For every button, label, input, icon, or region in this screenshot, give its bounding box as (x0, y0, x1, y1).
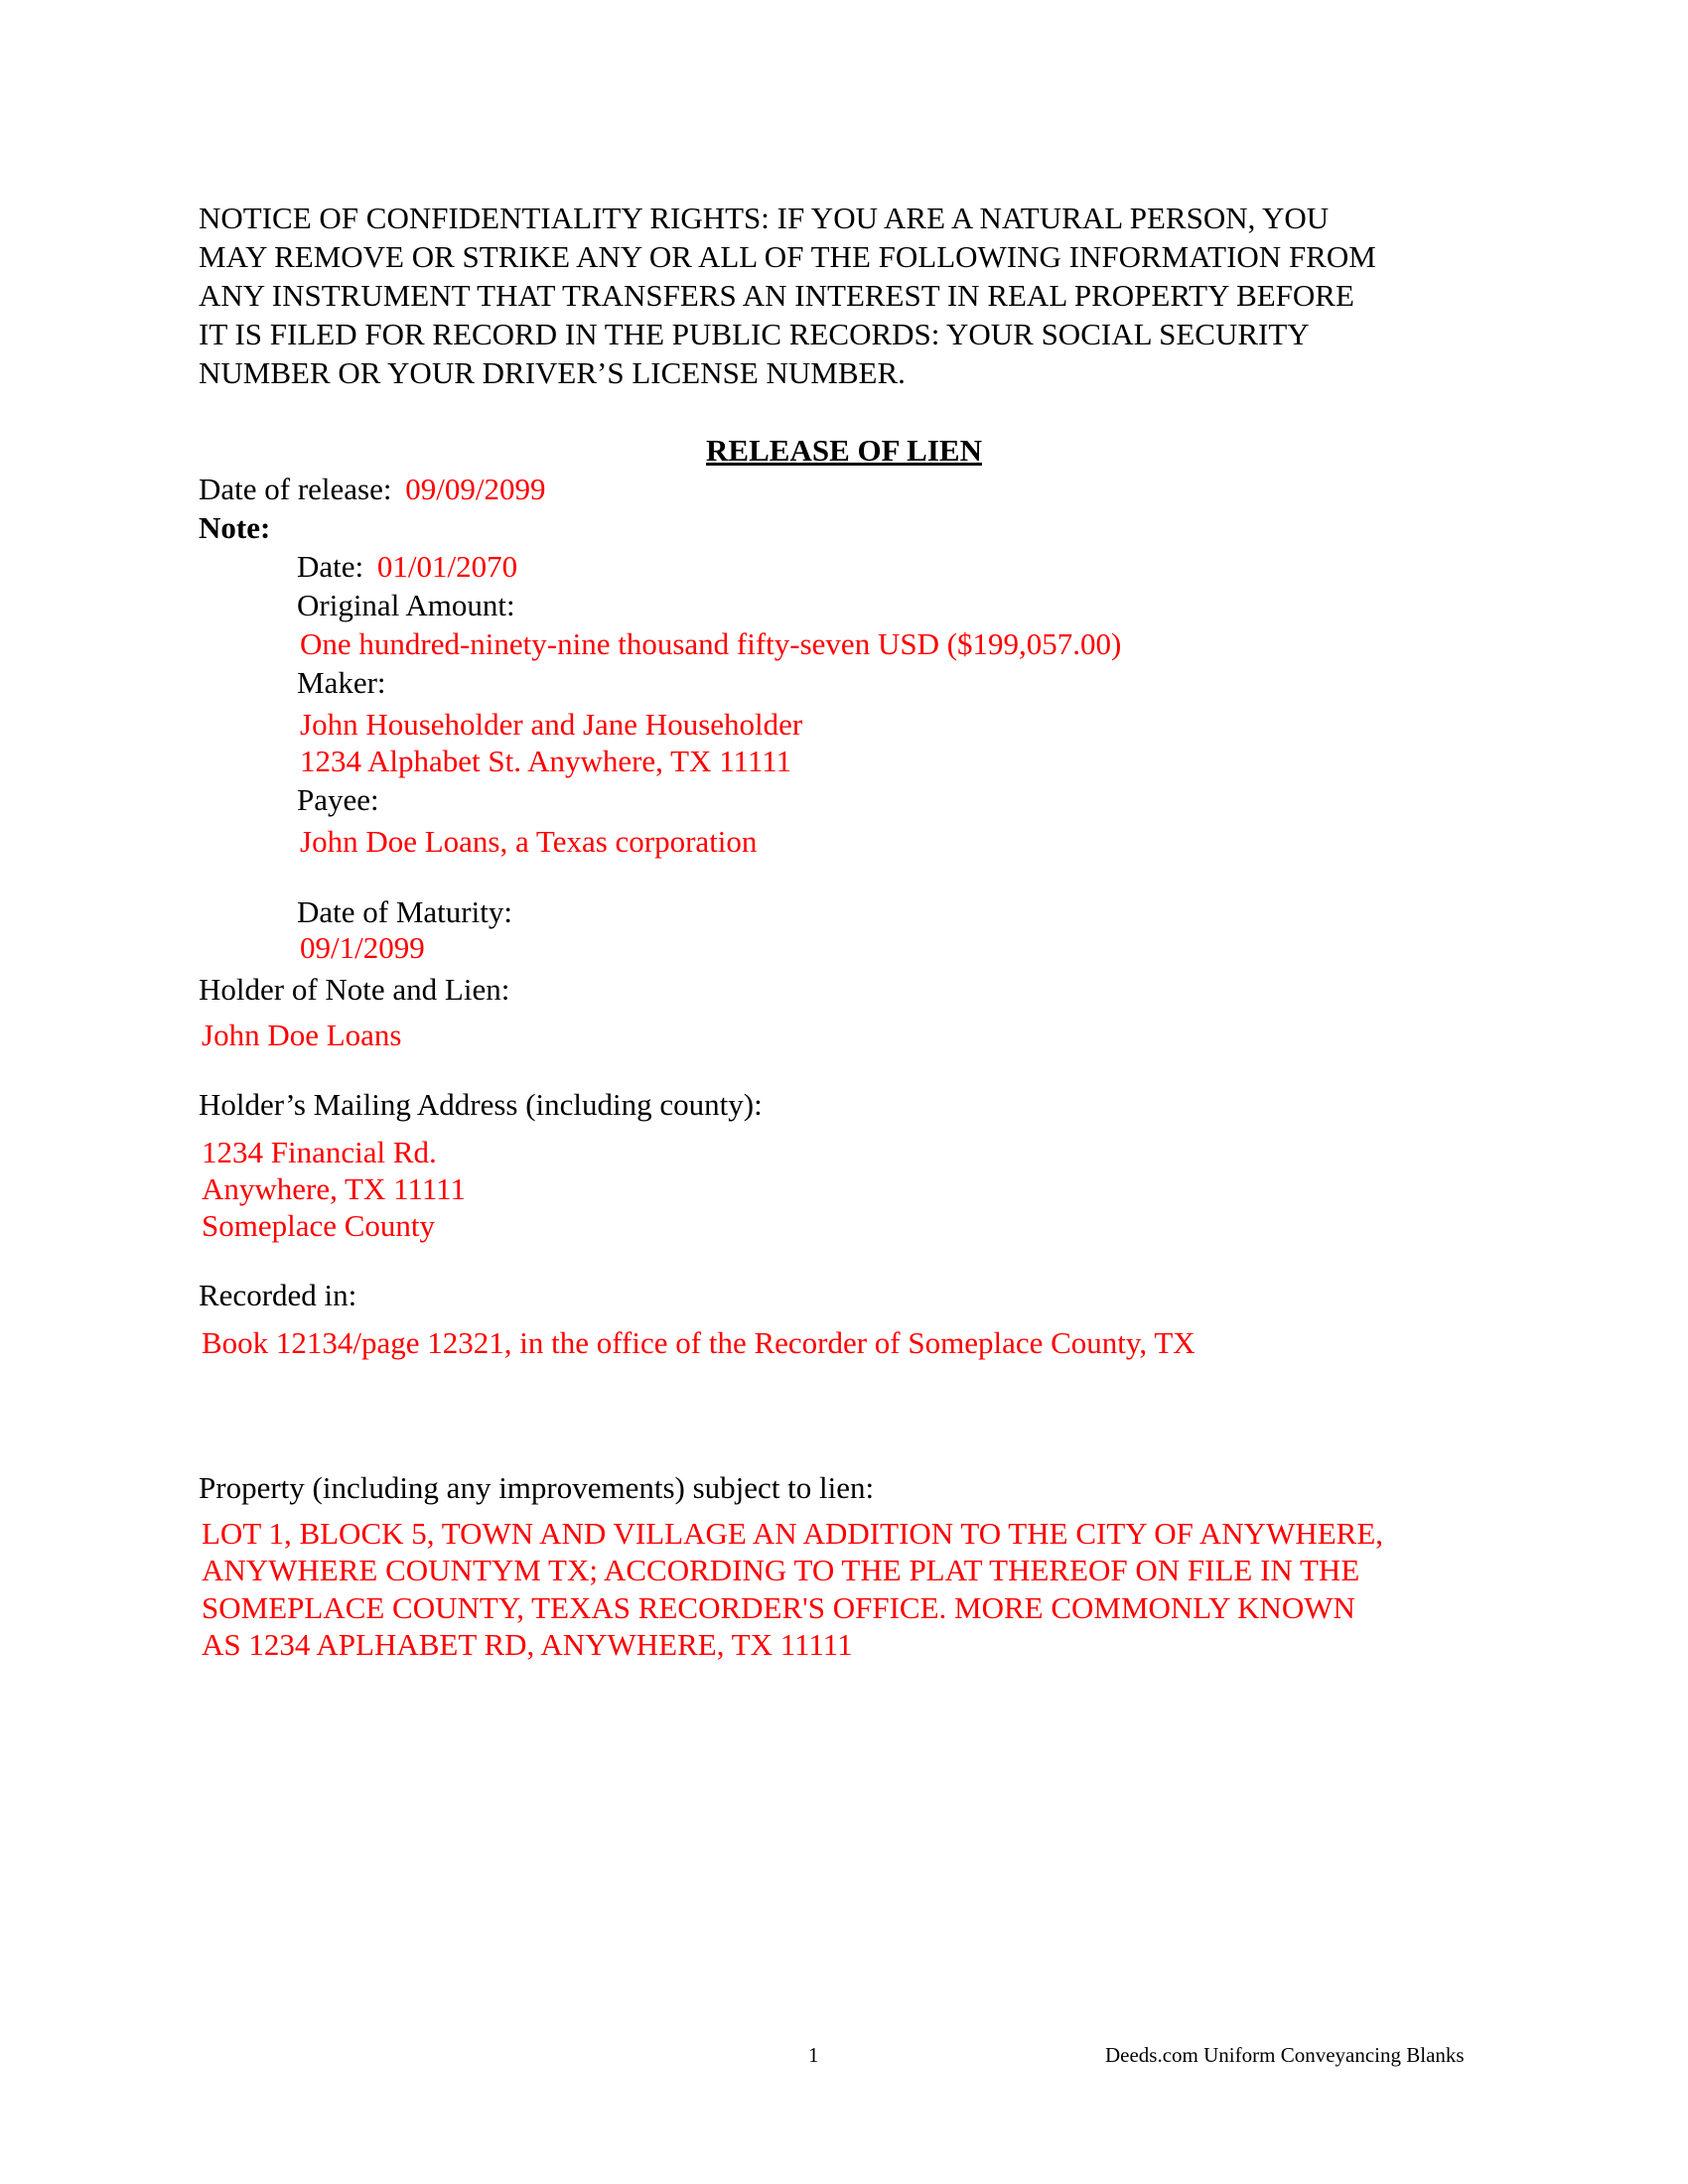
release-date-value: 09/09/2099 (405, 472, 546, 506)
property-line: SOMEPLACE COUNTY, TEXAS RECORDER'S OFFICE. MORE COMMONLY KNOWN (202, 1590, 1355, 1625)
maker-name: John Householder and Jane Householder (300, 707, 803, 742)
recorded-label: Recorded in: (199, 1278, 357, 1312)
notice-line: MAY REMOVE OR STRIKE ANY OR ALL OF THE FOLLOWING INFORMATION FROM (199, 239, 1376, 274)
release-date-row (199, 470, 545, 508)
payee-value: John Doe Loans, a Texas corporation (300, 824, 758, 859)
recorded-value: Book 12134/page 12321, in the office of the Recorder of Someplace County, TX (202, 1325, 1196, 1360)
holder-value: John Doe Loans (202, 1018, 402, 1052)
note-heading: Note: (199, 510, 271, 545)
property-label: Property (including any improvements) subject to lien: (199, 1470, 875, 1505)
maker-address: 1234 Alphabet St. Anywhere, TX 11111 (300, 744, 792, 778)
mailing-address-line: Anywhere, TX 11111 (202, 1171, 467, 1206)
mailing-address-line: 1234 Financial Rd. (202, 1135, 437, 1169)
note-date-value: 01/01/2070 (376, 549, 518, 584)
release-date-label: Date of release: (199, 472, 392, 506)
notice-line: NUMBER OR YOUR DRIVER’S LICENSE NUMBER. (199, 355, 906, 390)
payee-label: Payee: (297, 782, 379, 817)
confidentiality-notice (199, 199, 1509, 392)
property-line: AS 1234 APLHABET RD, ANYWHERE, TX 11111 (202, 1627, 853, 1662)
maker-label: Maker: (297, 665, 386, 700)
property-line: LOT 1, BLOCK 5, TOWN AND VILLAGE AN ADDITION TO THE CITY OF ANYWHERE, (202, 1516, 1384, 1551)
notice-line: NOTICE OF CONFIDENTIALITY RIGHTS: IF YOU ARE A NATURAL PERSON, YOU (199, 201, 1330, 235)
mailing-address-label: Holder’s Mailing Address (including county): (199, 1087, 763, 1122)
holder-label: Holder of Note and Lien: (199, 972, 510, 1007)
maturity-label: Date of Maturity: (297, 894, 512, 929)
original-amount-label: Original Amount: (297, 588, 515, 622)
mailing-address-line: Someplace County (202, 1208, 436, 1243)
page-number: 1 (808, 2043, 819, 2067)
footer-brand: Deeds.com Uniform Conveyancing Blanks (1105, 2043, 1465, 2067)
note-date-row (297, 547, 517, 586)
notice-line: ANY INSTRUMENT THAT TRANSFERS AN INTEREST IN REAL PROPERTY BEFORE (199, 278, 1354, 313)
notice-line: IT IS FILED FOR RECORD IN THE PUBLIC RECORDS: YOUR SOCIAL SECURITY (199, 317, 1310, 351)
original-amount-value: One hundred-ninety-nine thousand fifty-seven USD ($199,057.00) (300, 626, 1122, 661)
document-title: RELEASE OF LIEN (706, 433, 982, 468)
maturity-value: 09/1/2099 (300, 930, 425, 965)
property-line: ANYWHERE COUNTYM TX; ACCORDING TO THE PLAT THEREOF ON FILE IN THE (202, 1553, 1360, 1587)
note-date-label: Date: (297, 549, 364, 584)
